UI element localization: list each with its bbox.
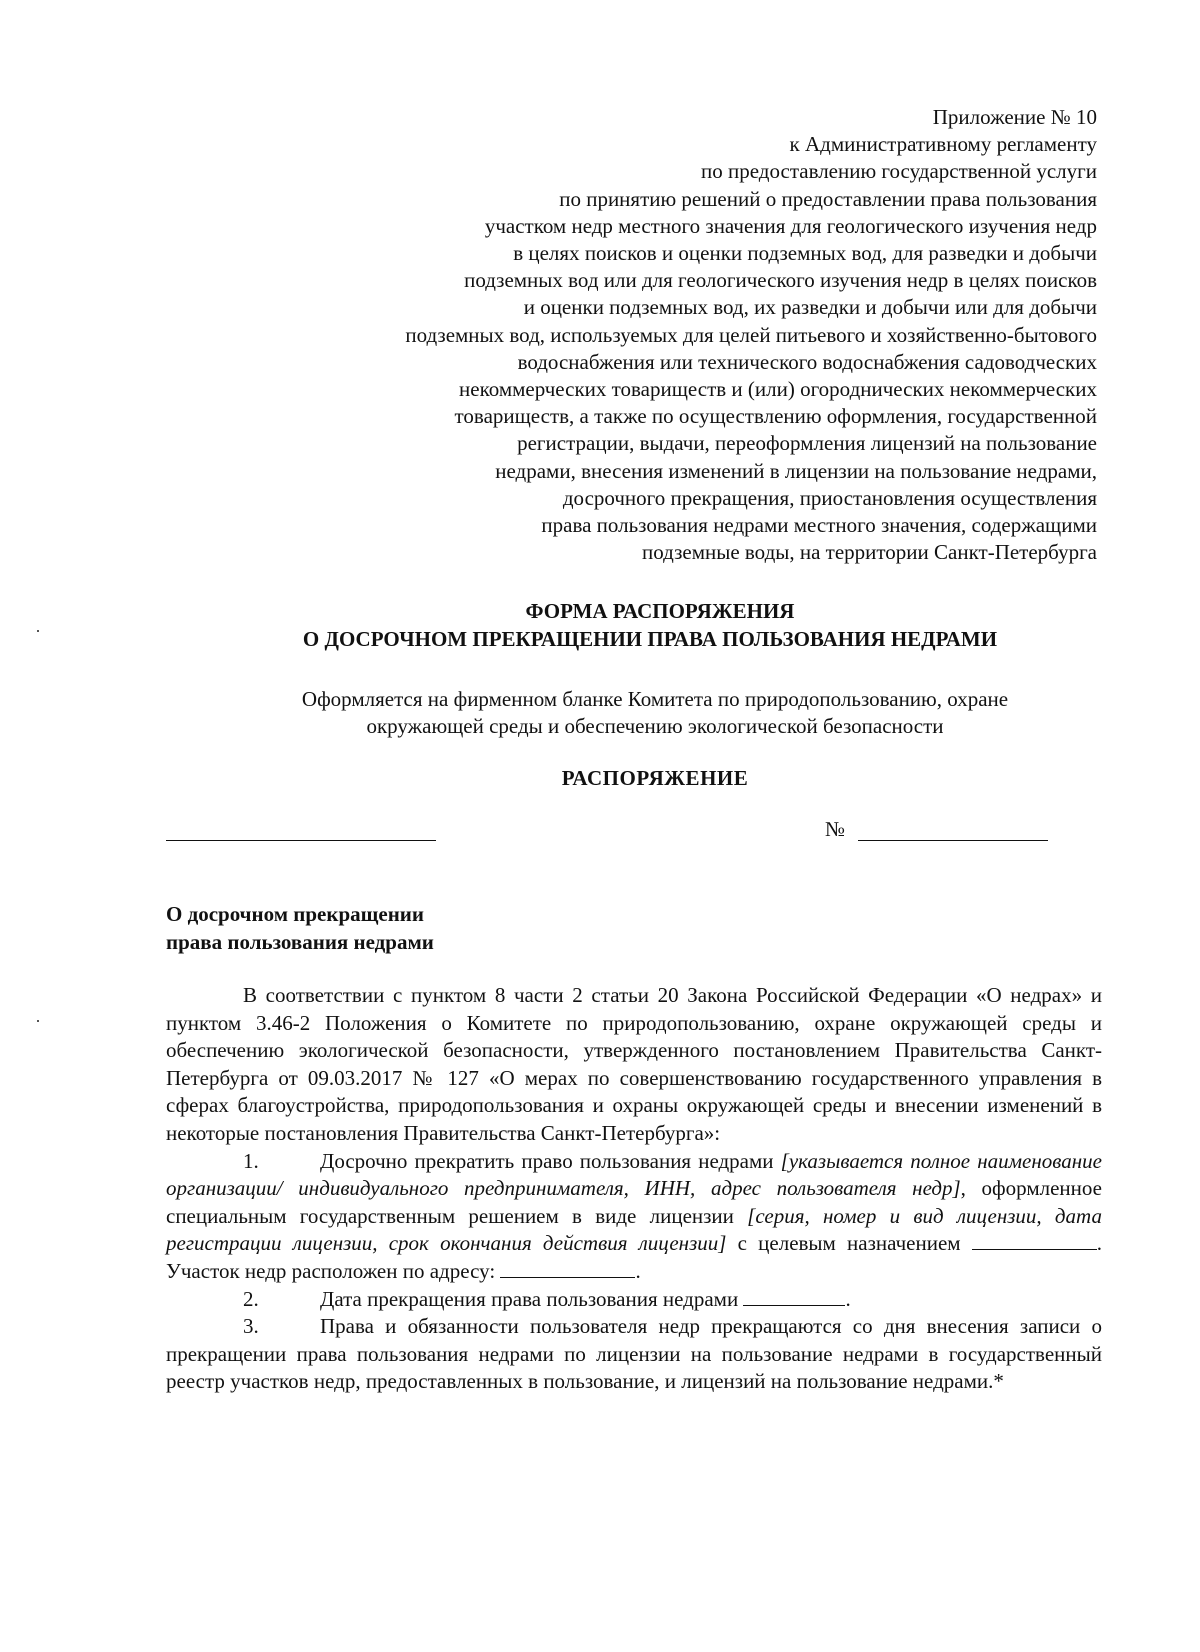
item-1-italic-a: [указывается полное наименование организации/ индивидуального предпринимателя, ИНН, адрес пользователя недр] xyxy=(166,1148,1102,1201)
subject-line-1: О досрочном прекращении xyxy=(166,902,424,926)
item-1-italic-b: [серия, номер и вид лицензии, дата регистрации лицензии, срок окончания действия лицензии] xyxy=(166,1203,1102,1256)
scan-speck xyxy=(37,1020,39,1022)
number-label: № xyxy=(825,817,846,841)
subject-heading xyxy=(166,900,434,956)
appendix-line: недрами, внесения изменений в лицензии на пользование недрами, xyxy=(495,458,1097,483)
appendix-line: подземных вод или для геологического изучения недр в целях поисков xyxy=(464,268,1097,293)
preamble-paragraph: В соответствии с пунктом 8 части 2 статьи 20 Закона Российской Федерации «О недрах» и пунктом 3.46-2 Положения о Комитете по природопользованию, охране окружающей среды и обеспечению экологической безопасности, утвержденного постановлением Правительства Санкт-Петербурга от 09.03.2017 № 127 «О мерах по совершенствованию государственного управления в сферах благоустройства, природопользования и охраны окружающей среды и внесении изменений в некоторые постановления Правительства Санкт-Петербурга»: xyxy=(166,983,1102,1145)
appendix-line: и оценки подземных вод, их разведки и добычи или для добычи xyxy=(523,295,1097,320)
item-1-number: 1. xyxy=(243,1148,259,1173)
appendix-line: к Административному регламенту xyxy=(789,132,1097,157)
item-3-number: 3. xyxy=(243,1314,259,1339)
scan-speck xyxy=(37,630,39,632)
appendix-line: в целях поисков и оценки подземных вод, для разведки и добычи xyxy=(513,241,1097,266)
item-3-text: Права и обязанности пользователя недр прекращаются со дня внесения записи о прекращении права пользования недрами по лицензии на пользование недрами в государственный реестр участков недр, предоставленных в пользование, и лицензий на пользование недрами.* xyxy=(166,1314,1102,1394)
item-1-text-e: . xyxy=(635,1258,641,1283)
item-2-text: Дата прекращения права пользования недрами xyxy=(320,1286,744,1311)
form-title xyxy=(0,597,1200,653)
item-1-text-a: Досрочно прекратить право пользования недрами xyxy=(320,1148,781,1173)
address-blank xyxy=(500,1259,635,1278)
appendix-line: участком недр местного значения для геологического изучения недр xyxy=(484,213,1097,238)
document-title: РАСПОРЯЖЕНИЕ xyxy=(561,766,749,790)
item-1-text-b: , оформленное специальным государственным решением в виде лицензии xyxy=(166,1176,1102,1228)
appendix-line: права пользования недрами местного значения, содержащими xyxy=(541,513,1097,538)
appendix-line: водоснабжения или технического водоснабжения садоводческих xyxy=(517,349,1097,374)
document-body xyxy=(166,982,1102,1396)
appendix-line: регистрации, выдачи, переоформления лицензий на пользование xyxy=(517,431,1097,456)
form-title-line-1: ФОРМА РАСПОРЯЖЕНИЯ xyxy=(525,599,795,623)
form-note-line-2: окружающей среды и обеспечению экологической безопасности xyxy=(366,714,944,738)
appendix-line: некоммерческих товариществ и (или) огороднических некоммерческих xyxy=(459,377,1097,402)
item-2-paragraph xyxy=(166,1286,1102,1314)
item-2-end: . xyxy=(845,1286,851,1311)
item-1-text-c: с целевым назначением xyxy=(726,1231,972,1256)
number-blank-line xyxy=(858,840,1048,841)
date-blank-line xyxy=(166,840,436,841)
form-note-line-1: Оформляется на фирменном бланке Комитета по природопользованию, охране xyxy=(301,687,1009,711)
item-1-paragraph xyxy=(166,1148,1102,1286)
form-note xyxy=(0,686,1200,740)
appendix-line: по принятию решений о предоставлении права пользования xyxy=(559,186,1097,211)
appendix-line: по предоставлению государственной услуги xyxy=(701,159,1097,184)
appendix-line: досрочного прекращения, приостановления осуществления xyxy=(562,485,1097,510)
purpose-blank xyxy=(972,1231,1097,1250)
appendix-line: товариществ, а также по осуществлению оформления, государственной xyxy=(454,404,1097,429)
subject-line-2: права пользования недрами xyxy=(166,930,434,954)
form-title-line-2: О ДОСРОЧНОМ ПРЕКРАЩЕНИИ ПРАВА ПОЛЬЗОВАНИЯ НЕДРАМИ xyxy=(302,627,998,651)
item-2-number: 2. xyxy=(243,1286,259,1311)
appendix-header xyxy=(405,104,1097,566)
item-1-text-d: . Участок недр расположен по адресу: xyxy=(166,1231,1102,1283)
item-3-paragraph xyxy=(166,1313,1102,1396)
appendix-line: подземные воды, на территории Санкт-Петербурга xyxy=(642,540,1097,565)
termination-date-blank xyxy=(743,1287,845,1306)
appendix-line: подземных вод, используемых для целей питьевого и хозяйственно-бытового xyxy=(405,322,1097,347)
appendix-line: Приложение № 10 xyxy=(932,105,1097,129)
